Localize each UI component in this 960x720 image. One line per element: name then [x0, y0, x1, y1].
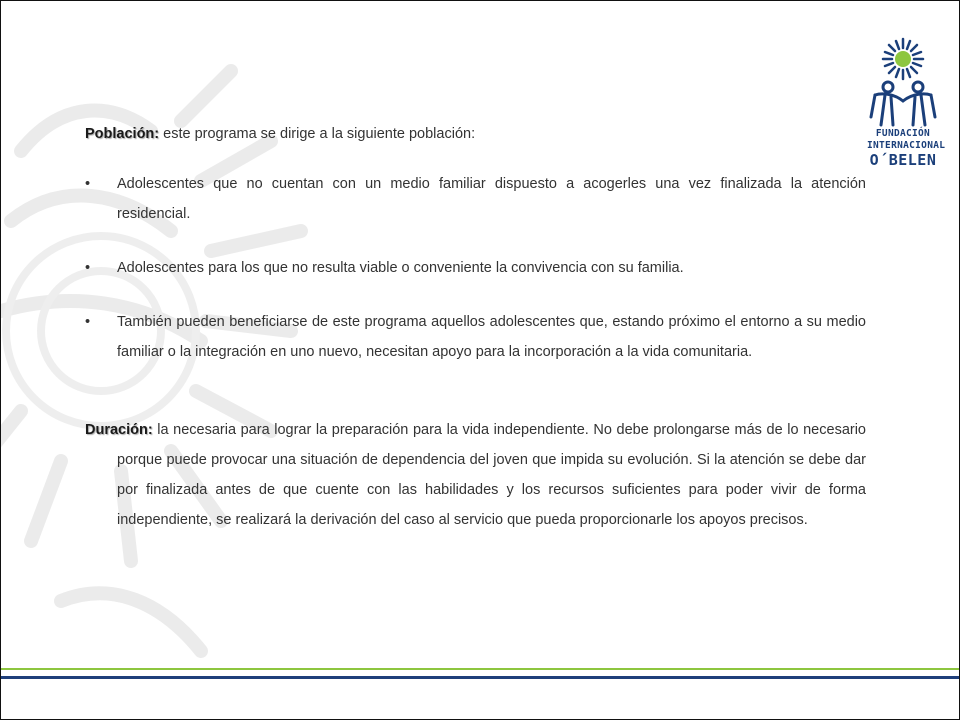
- bullet-icon: •: [85, 176, 91, 192]
- logo-wordmark: [867, 128, 946, 169]
- poblacion-label: Población:: [85, 126, 160, 142]
- bullet-text: También pueden beneficiarse de este programa aquellos adolescentes que, estando próximo el entorno a su medio familiar o la integración en uno nuevo, necesitan apoyo para la incorporación a la vida comunitaria.: [117, 314, 866, 360]
- duracion-label: Duración:: [85, 422, 153, 438]
- bullet-icon: •: [85, 260, 91, 276]
- logo-line-2: INTERNACIONAL: [867, 139, 946, 151]
- duracion-paragraph: [85, 415, 866, 535]
- slide-content: [85, 119, 866, 535]
- bullet-text: Adolescentes para los que no resulta viable o conveniente la convivencia con su familia.: [117, 260, 684, 276]
- bullet-icon: •: [85, 314, 91, 330]
- poblacion-paragraph: [85, 119, 866, 149]
- list-item: [85, 253, 866, 283]
- poblacion-text: este programa se dirige a la siguiente población:: [159, 126, 476, 142]
- footer-divider-blue: [1, 676, 959, 679]
- duracion-text: la necesaria para lograr la preparación para la vida independiente. No debe prolongarse más de lo necesario porque puede provocar una situación de dependencia del joven que impida su evolución. Si la atención se debe dar por finalizada antes de que cuente con las habilidades y los recursos suficientes para poder vivir de forma independiente, se realizará la derivación del caso al servicio que pueda proporcionarle los apoyos precisos.: [117, 422, 866, 528]
- list-item: [85, 307, 866, 367]
- bullet-text: Adolescentes que no cuentan con un medio familiar dispuesto a acogerles una vez finalizada la atención residencial.: [117, 176, 866, 222]
- footer-divider-green: [1, 668, 959, 670]
- list-item: [85, 169, 866, 229]
- logo-line-3: O´BELEN: [869, 151, 937, 169]
- logo-line-1: FUNDACIÓN: [875, 128, 931, 139]
